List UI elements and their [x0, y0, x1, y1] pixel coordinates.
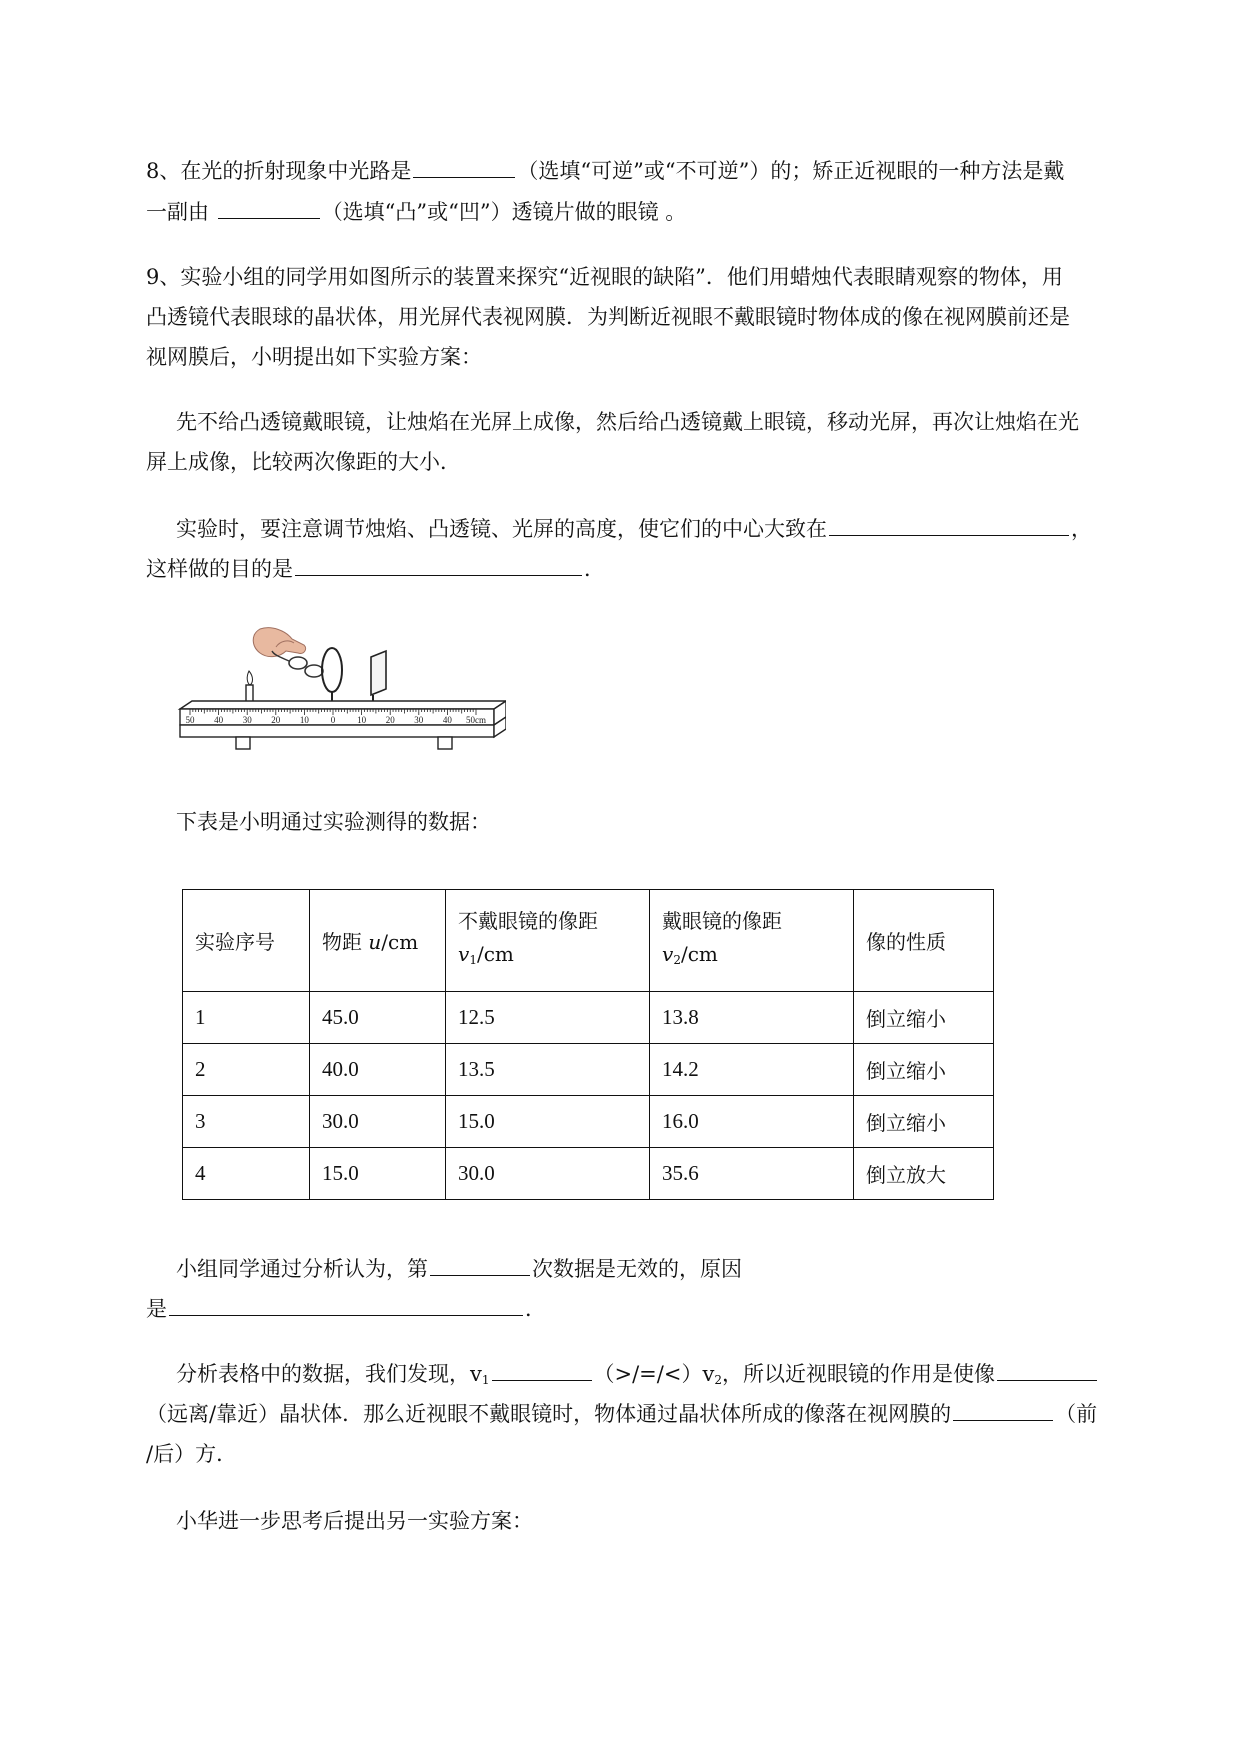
table-row	[183, 1044, 994, 1096]
table-header-row	[183, 890, 994, 992]
q9-text: 实验时，要注意调节烛焰、凸透镜、光屏的高度，使它们的中心大致在	[176, 517, 827, 541]
header-unit: /cm	[476, 941, 514, 966]
q9-text: ，	[1071, 517, 1092, 541]
ruler-tick-label: 20	[271, 715, 281, 725]
ruler-bench	[180, 701, 506, 749]
q9-text: （前	[1055, 1402, 1098, 1426]
cell-v1: 12.5	[446, 992, 650, 1044]
ruler-tick-label: 20	[385, 715, 395, 725]
q9-text: 这样做的目的是	[146, 557, 293, 581]
q9-analysis-line-3: /后）方．	[146, 1442, 238, 1466]
q9-intro-line-3: 视网膜后，小明提出如下实验方案：	[146, 345, 482, 369]
table-intro: 下表是小明通过实验测得的数据：	[176, 810, 491, 834]
cell-nature: 倒立缩小	[854, 1044, 994, 1096]
header-unit: /cm	[680, 941, 718, 966]
header-object-distance	[310, 890, 446, 992]
header-unit: /cm	[381, 930, 419, 954]
q9-intro-line-1: 9、实验小组的同学用如图所示的装置来探究“近视眼的缺陷”．他们用蜡烛代表眼睛观察的物体，用	[146, 265, 1063, 289]
ruler-tick-label: 0	[330, 715, 336, 725]
ruler-tick-label: 10	[299, 715, 309, 725]
q8-text: 8、在光的折射现象中光路是	[146, 159, 412, 183]
q9-height-line-2	[146, 555, 1146, 583]
header-image-distance-glasses	[650, 890, 854, 992]
cell-seq: 4	[183, 1148, 310, 1200]
ruler-tick-label: 40	[214, 715, 224, 725]
cell-v2: 35.6	[650, 1148, 854, 1200]
header-var: v	[662, 941, 674, 966]
cell-seq: 3	[183, 1096, 310, 1148]
answer-blank[interactable]	[169, 1295, 523, 1316]
cell-v2: 14.2	[650, 1044, 854, 1096]
q8-text: （选填“可逆”或“不可逆”）的；矫正近视眼的一种方法是戴	[517, 159, 1065, 183]
answer-blank[interactable]	[430, 1255, 530, 1276]
q9-height-line-1	[176, 515, 1146, 543]
q9-invalid-line-1	[176, 1255, 1146, 1283]
cell-u: 30.0	[310, 1096, 446, 1148]
cell-v2: 13.8	[650, 992, 854, 1044]
header-var-line	[458, 938, 637, 977]
ruler-tick-label: 30	[242, 715, 252, 725]
table-row	[183, 1096, 994, 1148]
cell-u: 15.0	[310, 1148, 446, 1200]
cell-nature: 倒立缩小	[854, 1096, 994, 1148]
answer-blank[interactable]	[997, 1360, 1097, 1381]
table-row	[183, 1148, 994, 1200]
q9-invalid-line-2	[146, 1295, 1146, 1323]
answer-blank[interactable]	[295, 555, 582, 576]
q9-text: （远离/靠近）晶状体．那么近视眼不戴眼镜时，物体通过晶状体所成的像落在视网膜的	[146, 1402, 952, 1426]
q9-text: 小组同学通过分析认为，第	[176, 1257, 428, 1281]
ruler-tick-label: 50	[185, 715, 195, 725]
header-image-distance-no-glasses	[446, 890, 650, 992]
optical-bench-figure	[176, 625, 506, 760]
cell-v1: 30.0	[446, 1148, 650, 1200]
cell-v2: 16.0	[650, 1096, 854, 1148]
cell-seq: 2	[183, 1044, 310, 1096]
ruler-tick-label: 40	[442, 715, 452, 725]
q9-text: 是	[146, 1297, 167, 1321]
q9-plan-line-2: 屏上成像，比较两次像距的大小．	[146, 450, 461, 474]
answer-blank[interactable]	[218, 198, 320, 219]
cell-u: 40.0	[310, 1044, 446, 1096]
subscript: 1	[481, 1373, 490, 1387]
header-text: 戴眼镜的像距	[662, 908, 782, 933]
q9-intro-line-2: 凸透镜代表眼球的晶状体，用光屏代表视网膜．为判断近视眼不戴眼镜时物体成的像在视网膜前还是	[146, 305, 1070, 329]
answer-blank[interactable]	[413, 157, 515, 178]
cell-nature: 倒立放大	[854, 1148, 994, 1200]
cell-seq: 1	[183, 992, 310, 1044]
q9-analysis-line-2	[146, 1400, 1146, 1428]
answer-blank[interactable]	[953, 1400, 1053, 1421]
q8-text: （选填“凸”或“凹”）透镜片做的眼镜 。	[321, 200, 687, 224]
q9-text: 次数据是无效的，原因	[532, 1257, 742, 1281]
header-sub: 2	[673, 952, 681, 967]
cell-u: 45.0	[310, 992, 446, 1044]
ruler-tick-label: 50cm	[466, 715, 486, 725]
q9-text: （>/=/<）v	[593, 1362, 715, 1386]
hand-icon	[253, 628, 305, 657]
cell-v1: 15.0	[446, 1096, 650, 1148]
q9-xiaohua-line: 小华进一步思考后提出另一实验方案：	[176, 1509, 533, 1533]
q8-line-1	[146, 157, 1146, 185]
q9-plan-line-1: 先不给凸透镜戴眼镜，让烛焰在光屏上成像，然后给凸透镜戴上眼镜，移动光屏，再次让烛焰在光	[176, 410, 1079, 434]
header-seq: 实验序号	[183, 890, 310, 992]
ruler-tick-label: 10	[357, 715, 367, 725]
cell-nature: 倒立缩小	[854, 992, 994, 1044]
header-var: v	[458, 941, 470, 966]
q8-line-2	[146, 198, 1146, 226]
header-var: u	[368, 930, 382, 954]
q9-text: ，所以近视眼镜的作用是使像	[721, 1362, 995, 1386]
header-image-nature: 像的性质	[854, 890, 994, 992]
data-table	[182, 889, 994, 1200]
answer-blank[interactable]	[829, 515, 1069, 536]
cell-v1: 13.5	[446, 1044, 650, 1096]
header-var-line	[662, 938, 841, 977]
header-text: 物距	[322, 930, 369, 954]
q8-text: 一副由	[146, 200, 209, 224]
header-sub: 1	[469, 952, 477, 967]
q9-text: ．	[525, 1297, 546, 1321]
subscript: 2	[714, 1373, 722, 1387]
table-row	[183, 992, 994, 1044]
ruler-tick-label: 30	[414, 715, 424, 725]
q9-text: ．	[584, 557, 605, 581]
answer-blank[interactable]	[492, 1360, 592, 1381]
header-text: 不戴眼镜的像距	[458, 908, 598, 933]
q9-text: 分析表格中的数据，我们发现，v	[176, 1362, 482, 1386]
q9-analysis-line-1	[176, 1360, 1146, 1394]
